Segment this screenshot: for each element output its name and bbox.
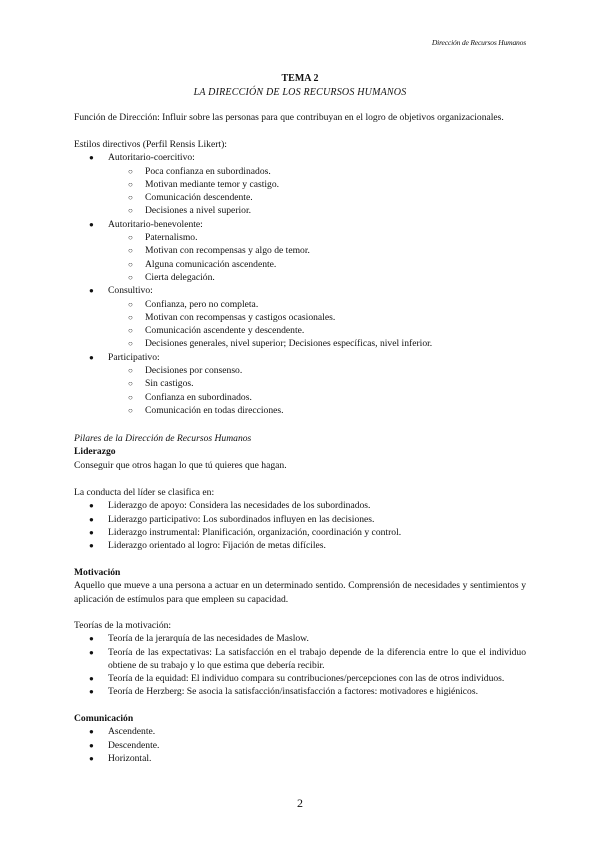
bullet-icon: ●	[89, 527, 94, 537]
circle-bullet-icon: ○	[128, 379, 133, 389]
style-item	[74, 271, 526, 284]
motivation-definition: Aquello que mueve a una persona a actuar en un determinado sentido. Comprensión de necesidades y sentimientos y aplicación de estímulos para que empleen su capacidad.	[74, 580, 526, 605]
style-item-text: Confianza en subordinados.	[145, 391, 252, 403]
circle-bullet-icon: ○	[128, 272, 133, 282]
style-item-text: Alguna comunicación ascendente.	[145, 258, 277, 270]
communication-item	[74, 725, 526, 738]
circle-bullet-icon: ○	[128, 166, 133, 176]
style-item	[74, 337, 526, 350]
document-title: TEMA 2	[281, 73, 319, 84]
style-item	[74, 231, 526, 244]
pillars-heading: Pilares de la Dirección de Recursos Humanos	[74, 433, 252, 444]
communication-item-text: Horizontal.	[108, 752, 152, 764]
circle-bullet-icon: ○	[128, 246, 133, 256]
circle-bullet-icon: ○	[128, 392, 133, 402]
motivation-section	[74, 566, 526, 606]
style-item	[74, 298, 526, 311]
style-item	[74, 244, 526, 257]
styles-list	[74, 151, 526, 417]
style-item	[74, 191, 526, 204]
bullet-icon: ●	[89, 153, 94, 163]
bullet-icon: ●	[89, 674, 94, 684]
style-group-label: Autoritario-benevolente:	[108, 218, 203, 230]
style-item-text: Comunicación en todas direcciones.	[145, 404, 284, 416]
style-item-text: Decisiones por consenso.	[145, 365, 243, 377]
motivation-item	[74, 685, 526, 698]
communication-section	[74, 712, 526, 765]
style-item-text: Motivan con recompensas y castigos ocasionales.	[145, 311, 336, 323]
leadership-item-text: Liderazgo instrumental: Planificación, organización, coordinación y control.	[108, 526, 402, 538]
style-item	[74, 391, 526, 404]
circle-bullet-icon: ○	[128, 326, 133, 336]
page-number: 2	[297, 796, 303, 810]
style-item-text: Decisiones generales, nivel superior; Decisiones específicas, nivel inferior.	[145, 338, 433, 350]
motivation-item-text: Teoría de las expectativas: La satisfacción en el trabajo depende de la diferencia entre lo que el individuo obtiene de su trabajo y lo que estima que debería recibir.	[108, 646, 526, 671]
style-item-text: Motivan mediante temor y castigo.	[145, 178, 280, 190]
leadership-definition: Conseguir que otros hagan lo que tú quieres que hagan.	[74, 459, 287, 471]
motivation-list	[74, 632, 526, 698]
style-group-label: Participativo:	[108, 351, 160, 363]
circle-bullet-icon: ○	[128, 259, 133, 269]
motivation-item-text: Teoría de Herzberg: Se asocia la satisfacción/insatisfacción a factores: motivadores e higiénicos.	[108, 686, 478, 698]
motivation-item	[74, 632, 526, 645]
style-group	[74, 284, 526, 297]
motivation-item	[74, 646, 526, 673]
document-subtitle: LA DIRECCIÓN DE LOS RECURSOS HUMANOS	[193, 87, 407, 98]
styles-section	[74, 138, 526, 417]
style-group	[74, 351, 526, 364]
style-item-text: Comunicación ascendente y descendente.	[145, 325, 305, 337]
running-header: Dirección de Recursos Humanos	[431, 38, 526, 47]
bullet-icon: ●	[89, 753, 94, 763]
bullet-icon: ●	[89, 687, 94, 697]
circle-bullet-icon: ○	[128, 405, 133, 415]
bullet-icon: ●	[89, 286, 94, 296]
circle-bullet-icon: ○	[128, 299, 133, 309]
style-item-text: Paternalismo.	[145, 232, 198, 244]
circle-bullet-icon: ○	[128, 339, 133, 349]
style-item	[74, 204, 526, 217]
motivation-item	[74, 672, 526, 685]
style-item	[74, 178, 526, 191]
communication-list	[74, 725, 526, 765]
bullet-icon: ●	[89, 352, 94, 362]
leadership-item-text: Liderazgo de apoyo: Considera las necesidades de los subordinados.	[108, 500, 371, 512]
circle-bullet-icon: ○	[128, 206, 133, 216]
communication-item	[74, 752, 526, 765]
style-group-label: Autoritario-coercitivo:	[108, 152, 195, 164]
motivation-item-text: Teoría de la jerarquía de las necesidades de Maslow.	[108, 633, 309, 645]
document-page	[74, 0, 526, 848]
leadership-section	[74, 486, 526, 552]
style-item	[74, 165, 526, 178]
bullet-icon: ●	[89, 727, 94, 737]
communication-item-text: Descendente.	[108, 739, 160, 751]
style-item-text: Motivan con recompensas y algo de temor.	[145, 245, 310, 257]
bullet-icon: ●	[89, 740, 94, 750]
style-group-label: Consultivo:	[108, 285, 153, 297]
style-item	[74, 258, 526, 271]
style-item	[74, 377, 526, 390]
style-item-text: Comunicación descendente.	[145, 192, 253, 204]
communication-title: Comunicación	[74, 713, 134, 724]
leadership-item-text: Liderazgo orientado al logro: Fijación de metas difíciles.	[108, 540, 326, 552]
bullet-icon: ●	[89, 219, 94, 229]
motivation-theories	[74, 619, 526, 699]
bullet-icon: ●	[89, 634, 94, 644]
style-item-text: Confianza, pero no completa.	[145, 298, 259, 310]
leadership-item	[74, 513, 526, 526]
style-group	[74, 218, 526, 231]
leadership-title: Liderazgo	[74, 446, 116, 458]
leadership-item	[74, 499, 526, 512]
leadership-item	[74, 526, 526, 539]
motivation-title: Motivación	[74, 567, 121, 578]
circle-bullet-icon: ○	[128, 233, 133, 243]
leadership-item	[74, 539, 526, 552]
motivation-item-text: Teoría de la equidad: El individuo compara su contribuciones/percepciones con las de otros individuos.	[108, 673, 505, 685]
pillars-section	[74, 432, 526, 472]
bullet-icon: ●	[89, 514, 94, 524]
style-item-text: Poca confianza en subordinados.	[145, 165, 271, 177]
style-item-text: Sin castigos.	[145, 378, 194, 390]
style-group	[74, 151, 526, 164]
bullet-icon: ●	[89, 647, 94, 657]
circle-bullet-icon: ○	[128, 312, 133, 322]
style-item	[74, 364, 526, 377]
circle-bullet-icon: ○	[128, 179, 133, 189]
bullet-icon: ●	[89, 541, 94, 551]
style-item	[74, 404, 526, 417]
bullet-icon: ●	[89, 501, 94, 511]
leadership-item-text: Liderazgo participativo: Los subordinados influyen en las decisiones.	[108, 513, 375, 525]
motivation-intro: Teorías de la motivación:	[74, 620, 172, 631]
style-item-text: Cierta delegación.	[145, 271, 215, 283]
communication-item-text: Ascendente.	[108, 726, 156, 738]
circle-bullet-icon: ○	[128, 193, 133, 203]
style-item	[74, 311, 526, 324]
definition-text: Función de Dirección: Influir sobre las personas para que contribuyan en el logro de objetivos organizacionales.	[74, 112, 504, 123]
leadership-intro: La conducta del líder se clasifica en:	[74, 487, 215, 498]
style-item	[74, 324, 526, 337]
style-item-text: Decisiones a nivel superior.	[145, 205, 252, 217]
styles-heading: Estilos directivos (Perfil Rensis Likert):	[74, 139, 227, 150]
definition-paragraph	[74, 111, 526, 124]
leadership-list	[74, 499, 526, 552]
circle-bullet-icon: ○	[128, 366, 133, 376]
communication-item	[74, 739, 526, 752]
